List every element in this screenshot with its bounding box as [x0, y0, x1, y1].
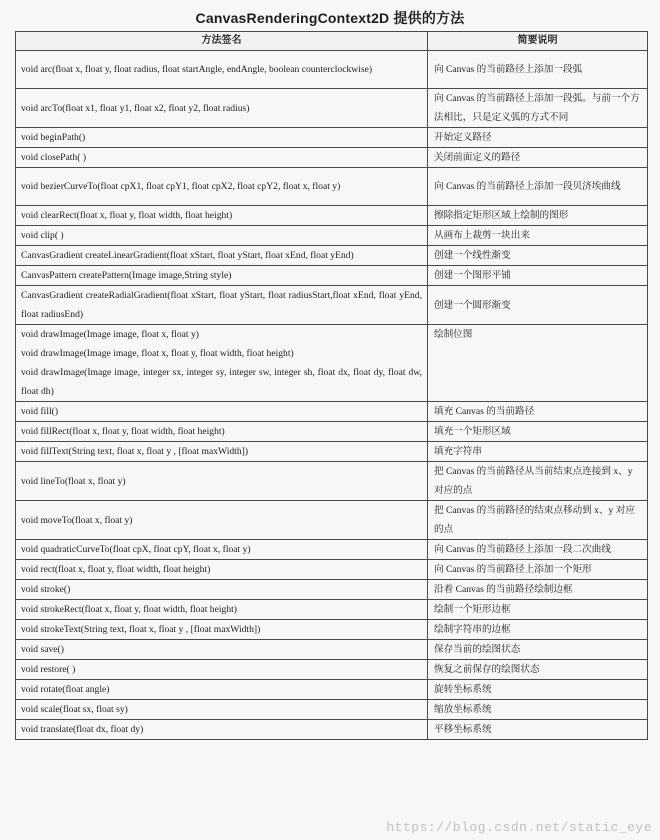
methods-table	[15, 31, 648, 740]
method-signature-cell	[16, 246, 428, 266]
table-row	[16, 402, 648, 422]
method-signature: void restore( )	[21, 664, 76, 675]
method-description: 恢复之前保存的绘图状态	[428, 660, 648, 680]
method-description: 关闭前面定义的路径	[428, 148, 648, 168]
table-row	[16, 620, 648, 640]
method-signature-cell	[16, 560, 428, 580]
method-signature: void clip( )	[21, 230, 64, 241]
table-row	[16, 660, 648, 680]
method-signature-cell	[16, 168, 428, 206]
method-signature-cell	[16, 442, 428, 462]
table-row	[16, 206, 648, 226]
method-description: 创建一个线性渐变	[428, 246, 648, 266]
method-signature: void save()	[21, 644, 64, 655]
method-description: 向 Canvas 的当前路径上添加一段二次曲线	[428, 540, 648, 560]
table-row	[16, 128, 648, 148]
table-row	[16, 640, 648, 660]
table-row	[16, 700, 648, 720]
method-description: 把 Canvas 的当前路径从当前结束点连接到 x、y 对应的点	[428, 462, 648, 501]
page-title: CanvasRenderingContext2D 提供的方法	[195, 10, 465, 26]
method-signature: CanvasGradient createLinearGradient(float xStart, float yStart, float xEnd, float yEnd)	[21, 250, 354, 261]
method-signature: void strokeRect(float x, float y, float width, float height)	[21, 604, 237, 615]
method-description: 沿着 Canvas 的当前路径绘制边框	[428, 580, 648, 600]
method-description: 向 Canvas 的当前路径上添加一段弧	[428, 51, 648, 89]
method-signature: void drawImage(Image image, float x, float y)	[21, 329, 199, 340]
method-signature-cell	[16, 325, 428, 402]
method-signature-cell	[16, 660, 428, 680]
table-header-row	[16, 32, 648, 51]
method-signature-cell	[16, 266, 428, 286]
table-row	[16, 720, 648, 740]
method-description: 填充字符串	[428, 442, 648, 462]
method-signature-cell	[16, 226, 428, 246]
method-description: 保存当前的绘图状态	[428, 640, 648, 660]
method-signature-cell	[16, 422, 428, 442]
method-signature: void rect(float x, float y, float width, float height)	[21, 564, 211, 575]
method-description: 绘制字符串的边框	[428, 620, 648, 640]
method-signature: void closePath( )	[21, 152, 87, 163]
method-signature: void clearRect(float x, float y, float width, float height)	[21, 210, 233, 221]
table-row	[16, 422, 648, 442]
watermark: https://blog.csdn.net/static_eye	[386, 820, 652, 835]
table-row	[16, 148, 648, 168]
method-signature-cell	[16, 148, 428, 168]
method-description: 开始定义路径	[428, 128, 648, 148]
header-signature: 方法签名	[16, 32, 428, 51]
table-row	[16, 560, 648, 580]
method-description: 填充一个矩形区域	[428, 422, 648, 442]
method-signature: void beginPath()	[21, 132, 86, 143]
method-description: 从画布上裁剪一块出来	[428, 226, 648, 246]
method-signature-cell	[16, 580, 428, 600]
method-signature-cell	[16, 501, 428, 540]
method-signature: void fill()	[21, 406, 59, 417]
method-signature: void strokeText(String text, float x, float y , [float maxWidth])	[21, 624, 261, 635]
method-signature-cell	[16, 720, 428, 740]
table-row	[16, 540, 648, 560]
table-row	[16, 246, 648, 266]
method-signature: void arc(float x, float y, float radius, float startAngle, endAngle, boolean counterclockwise)	[21, 64, 373, 75]
method-signature: void scale(float sx, float sy)	[21, 704, 128, 715]
method-description: 创建一个圆形渐变	[428, 286, 648, 325]
method-signature-cell	[16, 700, 428, 720]
method-description: 把 Canvas 的当前路径的结束点移动到 x、y 对应的点	[428, 501, 648, 540]
method-signature: CanvasGradient createRadialGradient(float xStart, float yStart, float radiusStart,float xEnd, float yEnd, float radiusEnd)	[21, 290, 422, 320]
method-signature: void arcTo(float x1, float y1, float x2, float y2, float radius)	[21, 102, 250, 114]
method-description: 向 Canvas 的当前路径上添加一段贝济埃曲线	[428, 168, 648, 206]
method-description: 绘制位图	[428, 325, 648, 402]
method-description: 绘制一个矩形边框	[428, 600, 648, 620]
method-signature-cell	[16, 620, 428, 640]
method-signature: void translate(float dx, float dy)	[21, 724, 144, 735]
method-signature: void bezierCurveTo(float cpX1, float cpY1, float cpX2, float cpY2, float x, float y)	[21, 181, 341, 192]
method-signature: void moveTo(float x, float y)	[21, 514, 133, 526]
method-signature: void fillText(String text, float x, float y , [float maxWidth])	[21, 446, 249, 457]
method-signature: void stroke()	[21, 584, 71, 595]
method-description: 创建一个图形平铺	[428, 266, 648, 286]
table-row	[16, 226, 648, 246]
method-signature: CanvasPattern createPattern(Image image,String style)	[21, 270, 232, 281]
method-signature-cell	[16, 402, 428, 422]
method-signature-cell	[16, 680, 428, 700]
table-row	[16, 442, 648, 462]
method-description: 向 Canvas 的当前路径上添加一个矩形	[428, 560, 648, 580]
table-row	[16, 286, 648, 325]
method-signature-cell	[16, 128, 428, 148]
method-description: 填充 Canvas 的当前路径	[428, 402, 648, 422]
table-row	[16, 501, 648, 540]
table-row	[16, 89, 648, 128]
method-description: 擦除指定矩形区域上绘制的图形	[428, 206, 648, 226]
method-signature: void quadraticCurveTo(float cpX, float cpY, float x, float y)	[21, 544, 251, 555]
method-description: 旋转坐标系统	[428, 680, 648, 700]
method-signature-cell	[16, 600, 428, 620]
table-row	[16, 325, 648, 402]
method-signature: void drawImage(Image image, integer sx, integer sy, integer sw, integer sh, float dx, float dy, float dw, float dh)	[21, 367, 422, 397]
method-signature-cell	[16, 462, 428, 501]
method-signature-cell	[16, 540, 428, 560]
table-body	[16, 51, 648, 740]
table-row	[16, 51, 648, 89]
table-row	[16, 600, 648, 620]
header-description: 简要说明	[428, 32, 648, 51]
table-row	[16, 462, 648, 501]
table-row	[16, 266, 648, 286]
table-row	[16, 168, 648, 206]
table-row	[16, 580, 648, 600]
method-signature: void fillRect(float x, float y, float width, float height)	[21, 426, 225, 437]
method-description: 向 Canvas 的当前路径上添加一段弧。与前一个方法相比，只是定义弧的方式不同	[428, 89, 648, 128]
method-signature: void drawImage(Image image, float x, float y, float width, float height)	[21, 348, 294, 359]
method-signature-cell	[16, 89, 428, 128]
table-row	[16, 680, 648, 700]
method-signature: void rotate(float angle)	[21, 684, 110, 695]
method-signature-cell	[16, 206, 428, 226]
method-description: 平移坐标系统	[428, 720, 648, 740]
method-description: 缩放坐标系统	[428, 700, 648, 720]
method-signature-cell	[16, 286, 428, 325]
method-signature-cell	[16, 640, 428, 660]
method-signature: void lineTo(float x, float y)	[21, 475, 126, 487]
method-signature-cell	[16, 51, 428, 89]
